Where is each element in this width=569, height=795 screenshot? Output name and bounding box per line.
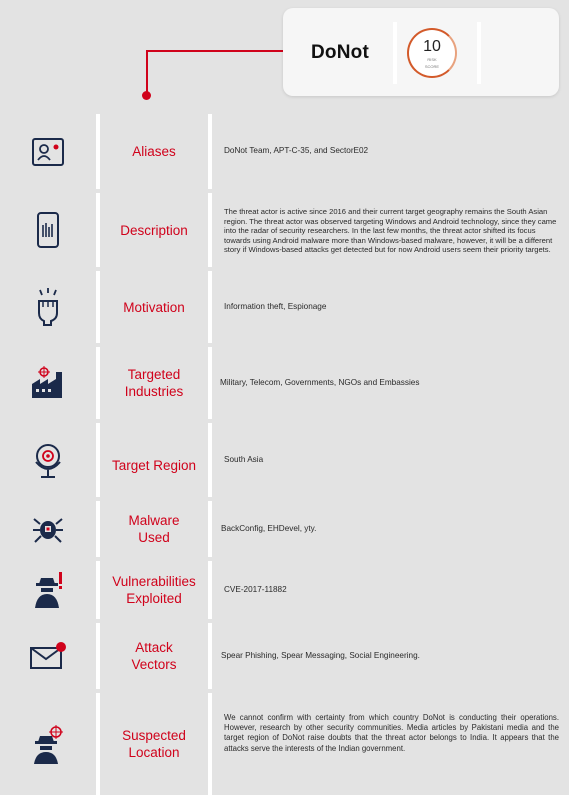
risk-score-label-top: RISK	[427, 57, 437, 62]
hacker-target-icon	[0, 693, 96, 795]
risk-score-label-bottom: SCORE	[424, 64, 440, 69]
envelope-icon	[0, 623, 96, 689]
row-label-cell	[100, 271, 208, 343]
hacker-alert-icon	[0, 561, 96, 619]
globe-icon	[0, 423, 96, 497]
malware-used-value: BackConfig, EHDevel, yty.	[221, 523, 317, 533]
row-label-cell	[100, 623, 208, 689]
attack-vectors-label-line2: Vectors	[131, 657, 177, 672]
motivation-label: Motivation	[123, 299, 185, 315]
malware-used-label-line1: Malware	[128, 513, 180, 528]
connector-line-vertical	[146, 50, 148, 95]
row-label-cell	[100, 693, 208, 795]
row-target-region	[0, 423, 569, 497]
row-label-cell	[100, 561, 208, 619]
attack-vectors-label-line1: Attack	[135, 640, 173, 655]
connector-dot	[142, 91, 151, 100]
header	[0, 0, 569, 110]
row-label-cell	[100, 114, 208, 189]
target-region-value: South Asia	[224, 454, 264, 464]
vulnerabilities-label-line1: Vulnerabilities	[112, 574, 196, 589]
vulnerabilities-value: CVE-2017-11882	[224, 584, 287, 594]
row-label-cell	[100, 193, 208, 267]
row-value-cell	[212, 193, 569, 267]
risk-score-value: 10	[423, 38, 441, 55]
row-targeted-industries	[0, 347, 569, 419]
row-value-cell	[212, 271, 569, 343]
connector-line-horizontal	[146, 50, 286, 52]
row-value-cell	[212, 423, 569, 497]
row-motivation	[0, 271, 569, 343]
row-suspected-location	[0, 693, 569, 795]
targeted-industries-value: Military, Telecom, Governments, NGOs and Embassies	[220, 377, 420, 387]
description-label: Description	[120, 222, 188, 238]
target-region-label: Target Region	[111, 457, 197, 473]
malware-used-label-line2: Used	[138, 530, 170, 545]
suspected-location-label-line1: Suspected	[122, 728, 186, 743]
targeted-industries-label-line1: Targeted	[127, 367, 181, 382]
raised-fist-icon	[0, 271, 96, 343]
aliases-value: DoNot Team, APT-C-35, and SectorE02	[224, 146, 369, 156]
row-value-cell	[212, 501, 569, 557]
row-value-cell	[212, 561, 569, 619]
id-card-icon	[0, 114, 96, 189]
row-vulnerabilities-exploited	[0, 561, 569, 619]
row-label-cell	[100, 423, 208, 497]
row-label-cell	[100, 347, 208, 419]
card-divider-right	[477, 22, 481, 84]
mobile-chart-icon	[0, 193, 96, 267]
vulnerabilities-label-line2: Exploited	[126, 591, 182, 606]
bug-icon	[0, 501, 96, 557]
actor-name: DoNot	[311, 42, 369, 63]
factory-target-icon	[0, 347, 96, 419]
actor-card	[283, 8, 559, 96]
targeted-industries-label-line2: Industries	[124, 384, 184, 399]
row-description	[0, 193, 569, 267]
attack-vectors-value: Spear Phishing, Spear Messaging, Social Engineering.	[221, 650, 420, 660]
row-malware-used	[0, 501, 569, 557]
description-value: The threat actor is active since 2016 and their current target geography remains the South Asian region. The threat actor was observed targeting Windows and Android technology, since they came into the radar of security researchers. In the last few months, the threat actor shifted its focus towards using Android malware more than Windows-based malware, however, it will be a different story if Windows-based attacks get detected but for now Android users seem their priority targets.	[224, 207, 557, 255]
row-label-cell	[100, 501, 208, 557]
row-attack-vectors	[0, 623, 569, 689]
row-value-cell	[212, 114, 569, 189]
row-aliases	[0, 114, 569, 189]
row-value-cell	[212, 347, 569, 419]
suspected-location-label-line2: Location	[128, 745, 180, 760]
aliases-label: Aliases	[132, 144, 176, 159]
motivation-value: Information theft, Espionage	[224, 301, 327, 311]
row-value-cell	[212, 693, 569, 795]
risk-score-badge	[407, 28, 457, 78]
card-divider-left	[393, 22, 397, 84]
row-value-cell	[212, 623, 569, 689]
suspected-location-value: We cannot confirm with certainty from which country DoNot is conducting their operations. However, research by other security communities. Media articles by Pakistani media and the target region of DoNot raise doubts that the threat actor belongs to India. It appears that the attacks serve the interests of the Indian government.	[224, 713, 559, 753]
